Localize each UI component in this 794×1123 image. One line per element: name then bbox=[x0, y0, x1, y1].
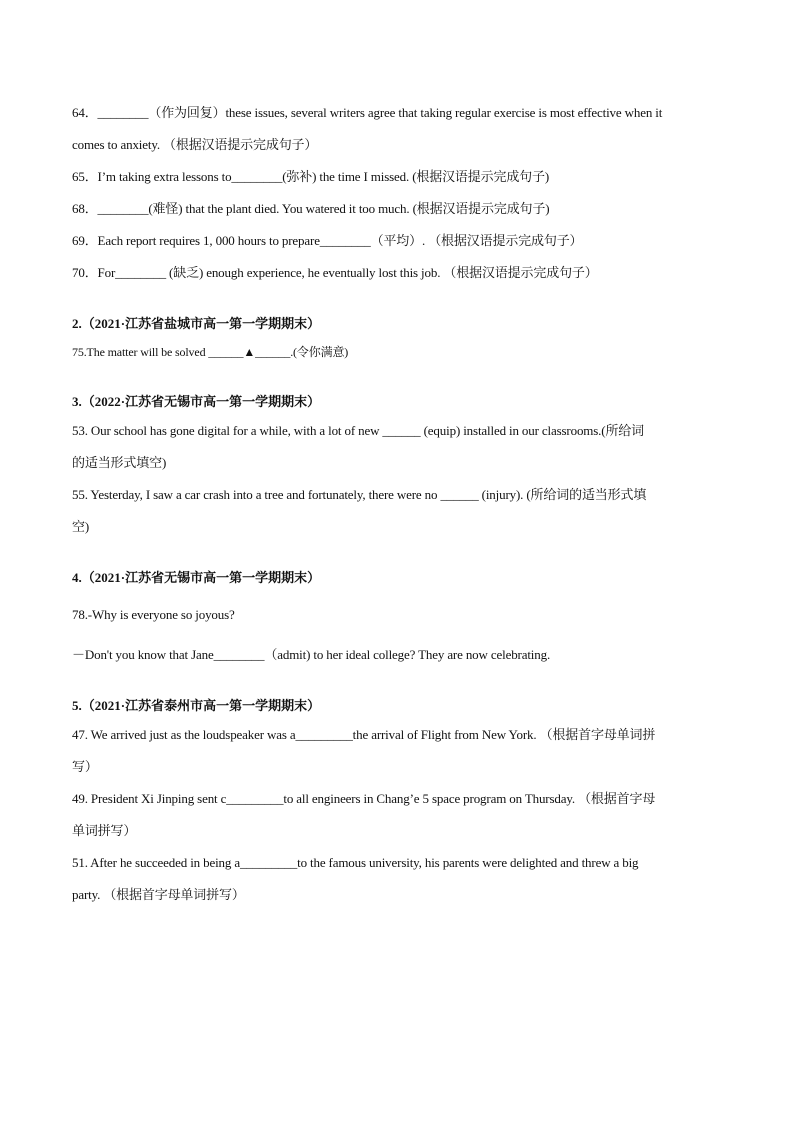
question-49-line-2: 单词拼写） bbox=[72, 823, 137, 838]
section-5-heading: 5.（2021·江苏省泰州市高一第一学期期末） bbox=[72, 698, 321, 713]
question-75: 75.The matter will be solved ______▲______.(令你满意) bbox=[72, 345, 349, 359]
question-55-line-1: 55. Yesterday, I saw a car crash into a tree and fortunately, there were no ______ (injury). (所给词的适当形式填 bbox=[72, 487, 647, 502]
question-47-line-1: 47. We arrived just as the loudspeaker was a_________the arrival of Flight from New York. （根据首字母单词拼 bbox=[72, 727, 656, 742]
section-2-heading: 2.（2021·江苏省盐城市高一第一学期期末） bbox=[72, 316, 321, 331]
question-53-line-2: 的适当形式填空) bbox=[72, 455, 167, 470]
question-69: 69．Each report requires 1, 000 hours to prepare________（平均）. （根据汉语提示完成句子） bbox=[72, 233, 583, 248]
section-4-heading: 4.（2021·江苏省无锡市高一第一学期期末） bbox=[72, 570, 321, 585]
question-51-line-2: party. （根据首字母单词拼写） bbox=[72, 887, 245, 902]
question-49-line-1: 49. President Xi Jinping sent c_________to all engineers in Chang’e 5 space program on Thursday. （根据首字母 bbox=[72, 791, 656, 806]
question-64-line-1: 64．________（作为回复）these issues, several writers agree that taking regular exercise is most effective when it bbox=[72, 105, 663, 120]
section-3-heading: 3.（2022·江苏省无锡市高一第一学期期末） bbox=[72, 394, 321, 409]
question-47-line-2: 写） bbox=[72, 759, 98, 774]
question-70: 70．For________ (缺乏) enough experience, he eventually lost this job. （根据汉语提示完成句子） bbox=[72, 265, 598, 280]
question-78-line-1: 78.-Why is everyone so joyous? bbox=[72, 607, 235, 622]
document-page bbox=[72, 97, 724, 911]
question-65: 65．I’m taking extra lessons to________(弥补) the time I missed. (根据汉语提示完成句子) bbox=[72, 169, 550, 184]
question-53-line-1: 53. Our school has gone digital for a while, with a lot of new ______ (equip) installed in our classrooms.(所给词 bbox=[72, 423, 645, 438]
question-78-line-2: －Don't you know that Jane________（admit) to her ideal college? They are now celebrating. bbox=[72, 647, 551, 662]
question-68: 68．________(难怪) that the plant died. You watered it too much. (根据汉语提示完成句子) bbox=[72, 201, 550, 216]
question-64-line-2: comes to anxiety. （根据汉语提示完成句子） bbox=[72, 137, 318, 152]
question-55-line-2: 空) bbox=[72, 519, 90, 534]
question-51-line-1: 51. After he succeeded in being a_________to the famous university, his parents were delighted and threw a big bbox=[72, 855, 639, 870]
